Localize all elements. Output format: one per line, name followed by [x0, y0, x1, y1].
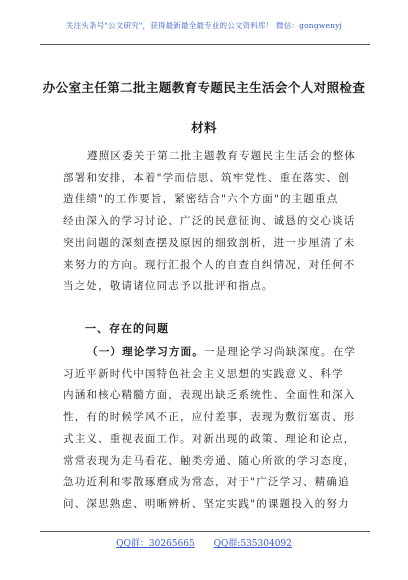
- footer-divider: [40, 531, 370, 532]
- paragraph-line: 常常表现为走马看花、触类旁通、随心所欲的学习态度，: [63, 454, 356, 467]
- paragraph-line: 习近平新时代中国特色社会主义思想的实践意义、科学: [63, 367, 344, 380]
- header-divider: [40, 44, 370, 45]
- sub-heading-theory-study: （一）理论学习方面。: [87, 346, 204, 358]
- paragraph-line: 经由深入的学习讨论、广泛的民意征询、诚恳的交心谈话: [63, 215, 356, 228]
- document-title: 办公室主任第二批主题教育专题民主生活会个人对照检查: [42, 80, 366, 95]
- header-banner: 关注头条号"公文研究"，获得最新最全最专业的公文资料库！ 微信：gongwenyj: [65, 21, 343, 30]
- paragraph-line-rest: 一是理论学习尚缺深度。在学: [204, 346, 357, 358]
- paragraph-line: 造佳绩"的工作要旨，紧密结合"六个方面"的主题重点: [63, 193, 339, 206]
- paragraph-line: 急功近利和零散琢磨成为常态，对于"广泛学习、精确追: [63, 476, 350, 489]
- theory-study-paragraph: [63, 342, 359, 516]
- paragraph-line: 遵照区委关于第二批主题教育专题民主生活会的整体: [87, 150, 357, 162]
- paragraph-line: 问、深思熟虑、明晰辨析、坚定实践"的课题投入的努力: [63, 497, 350, 510]
- footer-qq-group-1[interactable]: QQ群：30265665: [116, 539, 195, 549]
- intro-paragraph: [63, 146, 359, 298]
- footer: [0, 536, 408, 549]
- document-title-continued: 材料: [191, 120, 217, 135]
- paragraph-line: 性，有的时候学风不正，应付差事，表现为敷衍塞责、形: [63, 411, 356, 424]
- paragraph-line: 突出问题的深刻查摆及原因的细致剖析，进一步厘清了未: [63, 236, 356, 249]
- section-heading-problems: 一、存在的问题: [85, 322, 169, 335]
- paragraph-line: 当之处，敬请诸位同志予以批评和指点。: [63, 280, 274, 293]
- paragraph-line: 来努力的方向。现行汇报个人的自查自纠情况，对任何不: [63, 258, 356, 271]
- paragraph-line: 式主义、重视表面工作。对新出现的政策、理论和论点，: [63, 432, 356, 445]
- paragraph-first-line: [63, 342, 359, 364]
- footer-qq-group-2[interactable]: QQ群:535304092: [213, 539, 292, 549]
- paragraph-line: 部署和安排，本着"学而信思、筑牢党性、重在落实、创: [63, 171, 350, 184]
- paragraph-line: 内涵和核心精髓方面，表现出缺乏系统性、全面性和深入: [63, 389, 356, 402]
